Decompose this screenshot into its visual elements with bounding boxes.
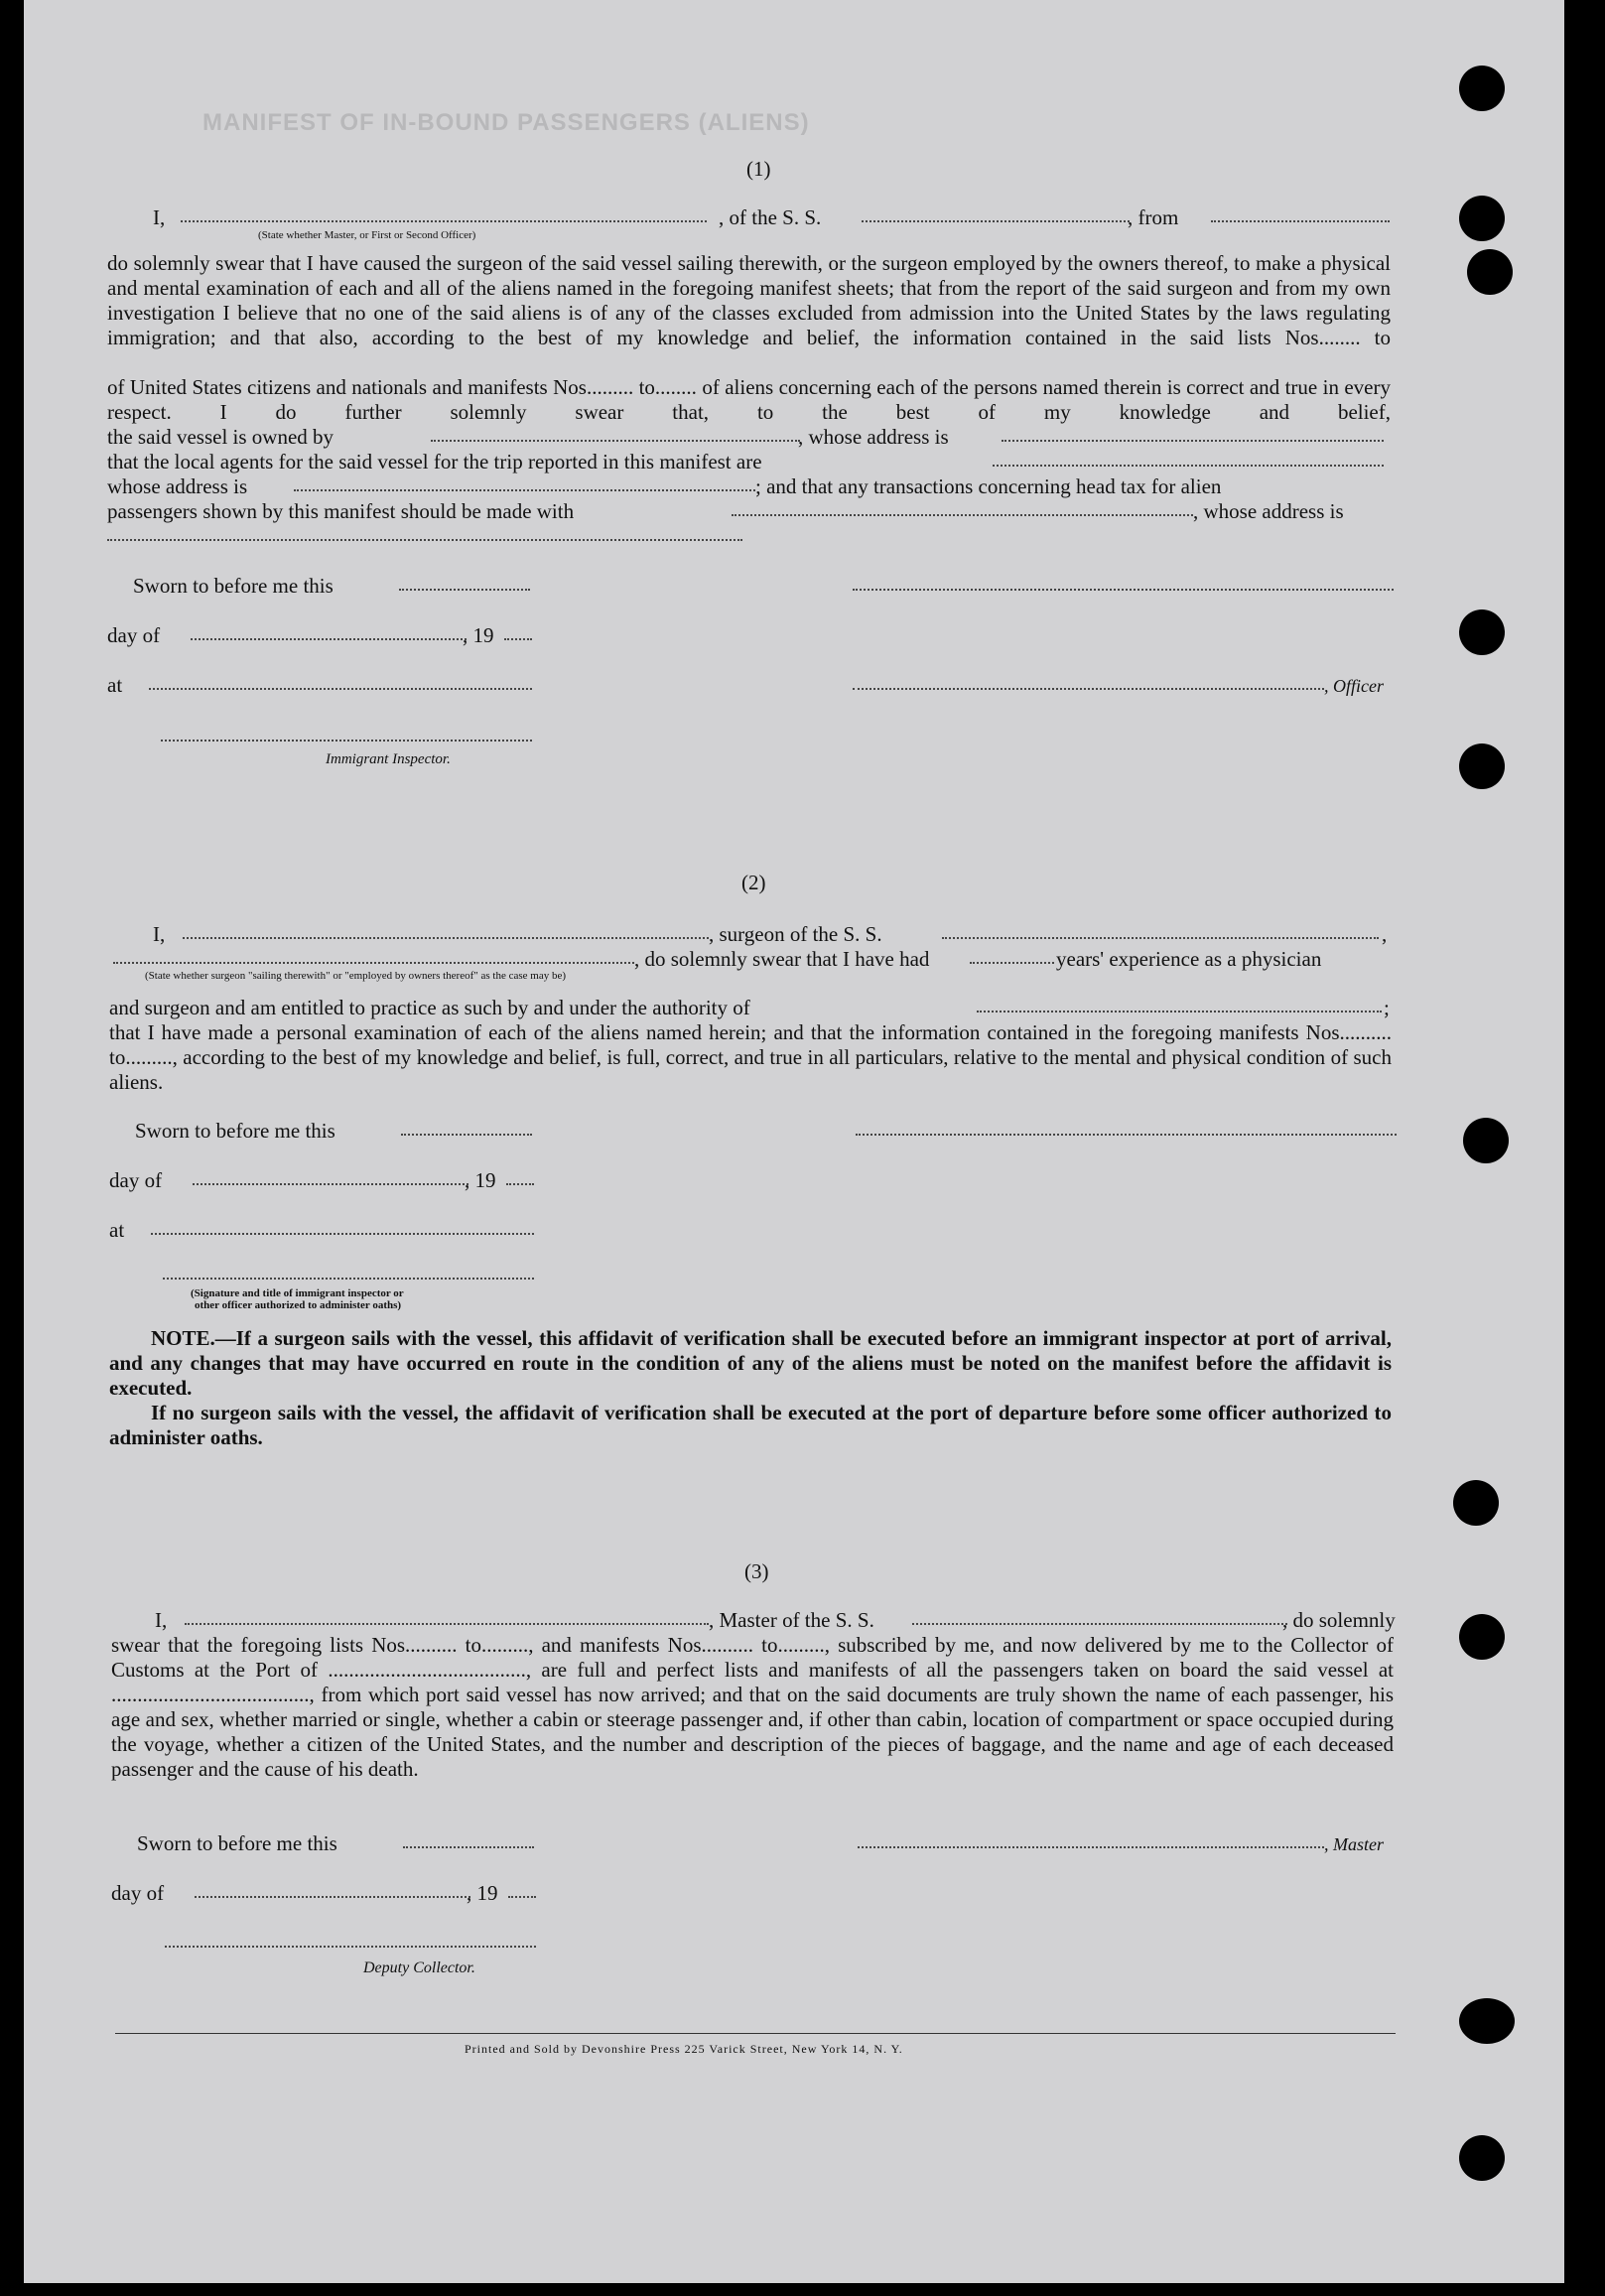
s1-whose-address3-label: , whose address is xyxy=(1193,499,1344,523)
section-3-number: (3) xyxy=(744,1559,769,1583)
s1-local-agents-label: that the local agents for the said vessel for the trip reported in this manifest are xyxy=(107,450,762,473)
s2-sig-note-1: (Signature and title of immigrant inspector or xyxy=(191,1287,404,1299)
s3-deputy-label: Deputy Collector. xyxy=(363,1959,475,1976)
s1-officer-note: (State whether Master, or First or Second Officer) xyxy=(258,229,476,241)
s2-authority-label: and surgeon and am entitled to practice as such by and under the authority of xyxy=(109,996,750,1019)
s1-paragraph-1: do solemnly swear that I have caused the surgeon of the said vessel sailing therewith, or the surgeon employed by the owners thereof, to make a physical and mental examination of each and all of the aliens named in the foregoing manifest sheets; that from the report of the said surgeon and from my own investigation I believe that no one of the said aliens is of any of the classes excluded from admission into the United States by the laws regulating immigration; and that also, according to the best of my knowledge and belief, the information contained in the said lists Nos........ to xyxy=(107,251,1391,349)
binder-hole xyxy=(1453,1480,1499,1526)
footer-rule xyxy=(115,2033,1396,2034)
s3-sworn-date-field[interactable] xyxy=(403,1846,534,1848)
s2-sworn-date-field[interactable] xyxy=(401,1134,532,1136)
s1-paragraph-2: of United States citizens and nationals and manifests Nos......... to........ of aliens concerning each of the persons named therein is correct and true in every respect. I do further solemnly swear that, to the best of my knowledge and belief, xyxy=(107,375,1391,424)
s2-surgeon-type-field[interactable] xyxy=(113,962,634,964)
s2-vessel-name-field[interactable] xyxy=(942,937,1379,939)
s1-head-tax-agent-field[interactable] xyxy=(732,514,1193,516)
binder-hole xyxy=(1459,2135,1505,2181)
s2-semicolon: ; xyxy=(1384,996,1390,1019)
s2-years-field[interactable] xyxy=(970,962,1054,964)
s1-sworn-label: Sworn to before me this xyxy=(133,574,334,598)
s1-whose-address-label: , whose address is xyxy=(798,425,949,449)
s2-year-field[interactable] xyxy=(506,1183,534,1185)
s1-head-tax-label: ; and that any transactions concerning head tax for alien xyxy=(755,474,1222,498)
s1-owner-field[interactable] xyxy=(431,440,800,442)
binder-hole xyxy=(1459,1614,1505,1660)
s1-day-of-label: day of xyxy=(107,623,161,647)
s2-sworn-label: Sworn to before me this xyxy=(135,1119,335,1143)
section-1-number: (1) xyxy=(746,157,771,181)
s1-owned-by-label: the said vessel is owned by xyxy=(107,425,334,449)
s1-month-field[interactable] xyxy=(191,638,467,640)
s3-master-of-label: , Master of the S. S. xyxy=(709,1608,874,1632)
s2-surgeon-note: (State whether surgeon "sailing therewith" or "employed by owners thereof" as the case may be) xyxy=(145,970,567,982)
s3-do-solemnly-label: , do solemnly xyxy=(1282,1608,1396,1632)
faint-header-title: MANIFEST OF IN-BOUND PASSENGERS (ALIENS) xyxy=(202,109,810,136)
s3-vessel-name-field[interactable] xyxy=(912,1623,1287,1625)
s1-year-field[interactable] xyxy=(504,638,532,640)
s1-of-ss-label: , of the S. S. xyxy=(719,205,822,229)
s1-vessel-name-field[interactable] xyxy=(862,220,1130,222)
s1-whose-address2-label: whose address is xyxy=(107,474,248,498)
s3-year-prefix: , 19 xyxy=(467,1881,498,1905)
s3-year-field[interactable] xyxy=(508,1896,536,1898)
s2-note-2: If no surgeon sails with the vessel, the affidavit of verification shall be executed at the port of departure before some officer authorized to administer oaths. xyxy=(109,1401,1392,1449)
s1-from-port-field[interactable] xyxy=(1211,220,1390,222)
s1-at-place-field[interactable] xyxy=(149,688,532,690)
s1-inspector-label: Immigrant Inspector. xyxy=(326,751,451,767)
s2-surgeon-signature-field[interactable] xyxy=(856,1134,1397,1136)
s3-master-signature-field[interactable] xyxy=(858,1846,1324,1848)
binder-hole xyxy=(1463,1118,1509,1163)
s3-sworn-label: Sworn to before me this xyxy=(137,1831,337,1855)
s2-years-label: years' experience as a physician xyxy=(1056,947,1322,971)
s2-solemnly-label: , do solemnly swear that I have had xyxy=(634,947,930,971)
binder-hole xyxy=(1459,196,1505,241)
s2-at-place-field[interactable] xyxy=(151,1233,534,1235)
s1-year-prefix: , 19 xyxy=(463,623,494,647)
s1-at-label: at xyxy=(107,673,123,697)
binder-hole xyxy=(1459,743,1505,789)
binder-hole xyxy=(1459,609,1505,655)
s2-surgeon-of-label: , surgeon of the S. S. xyxy=(709,922,882,946)
s2-i-label: I, xyxy=(153,922,166,946)
form-sheet xyxy=(24,0,1564,2283)
s1-agents-address-field[interactable] xyxy=(294,489,755,491)
s3-i-label: I, xyxy=(155,1608,168,1632)
footer-printer: Printed and Sold by Devonshire Press 225 Varick Street, New York 14, N. Y. xyxy=(465,2042,903,2056)
s2-note-1: NOTE.—If a surgeon sails with the vessel, this affidavit of verification shall be executed before an immigrant inspector at port of arrival, and any changes that may have occurred en route in the condition of any of the aliens must be noted on the manifest before the affidavit is executed. xyxy=(109,1326,1392,1400)
s2-month-field[interactable] xyxy=(193,1183,468,1185)
binder-hole xyxy=(1459,1998,1515,2044)
s1-owner-address-field[interactable] xyxy=(1002,440,1384,442)
s1-officer-signature-field[interactable] xyxy=(853,589,1394,591)
binder-hole xyxy=(1467,249,1513,295)
s2-surgeon-name-field[interactable] xyxy=(183,937,709,939)
s2-paragraph: that I have made a personal examination of each of the aliens named herein; and that the information contained in the foregoing manifests Nos.......... to........., according to the best of my knowledge and belief, is full, correct, and true in all particulars, relative to the mental and physical condition of such aliens. xyxy=(109,1020,1392,1094)
s3-deputy-signature-field[interactable] xyxy=(165,1946,536,1948)
s2-comma: , xyxy=(1382,922,1388,946)
binder-hole xyxy=(1459,66,1505,111)
s1-head-tax-address-field[interactable] xyxy=(107,539,742,541)
s2-inspector-signature-field[interactable] xyxy=(163,1278,534,1280)
s3-month-field[interactable] xyxy=(195,1896,470,1898)
s1-officer-label: , Officer xyxy=(1324,676,1384,696)
s3-paragraph: swear that the foregoing lists Nos.......... to........., and manifests Nos.......... to........., subscribed by me, and now delivered by me to the Collector of Customs at the Port of ......................................, are full and perfect lists and manifests of all the passengers taken on board the said vessel at ......................................, from which port said vessel has now arrived; and that on the said documents are truly shown the name of each passenger, his age and sex, whether married or single, whether a cabin or steerage passenger and, if other than cabin, location of compartment or space occupied during the voyage, whether a citizen of the United States, and the number and description of the pieces of baggage, and the name and age of each deceased passenger and the cause of his death. xyxy=(111,1633,1394,1781)
s1-officer-name-field[interactable] xyxy=(181,220,707,222)
s3-day-of-label: day of xyxy=(111,1881,165,1905)
s2-day-of-label: day of xyxy=(109,1168,163,1192)
s1-local-agents-field[interactable] xyxy=(993,465,1384,467)
s2-sig-note-2: other officer authorized to administer oaths) xyxy=(195,1299,402,1311)
s1-passengers-label: passengers shown by this manifest should be made with xyxy=(107,499,575,523)
s1-inspector-signature-field[interactable] xyxy=(161,740,532,742)
s2-year-prefix: , 19 xyxy=(465,1168,496,1192)
s2-authority-field[interactable] xyxy=(977,1011,1382,1013)
section-2-number: (2) xyxy=(741,871,766,894)
s2-at-label: at xyxy=(109,1218,125,1242)
s3-master-label: , Master xyxy=(1324,1834,1384,1854)
s1-officer-title-field[interactable] xyxy=(853,688,1324,690)
s1-sworn-date-field[interactable] xyxy=(399,589,530,591)
s3-master-name-field[interactable] xyxy=(185,1623,709,1625)
s1-from-label: , from xyxy=(1128,205,1179,229)
s1-i-label: I, xyxy=(153,205,166,229)
